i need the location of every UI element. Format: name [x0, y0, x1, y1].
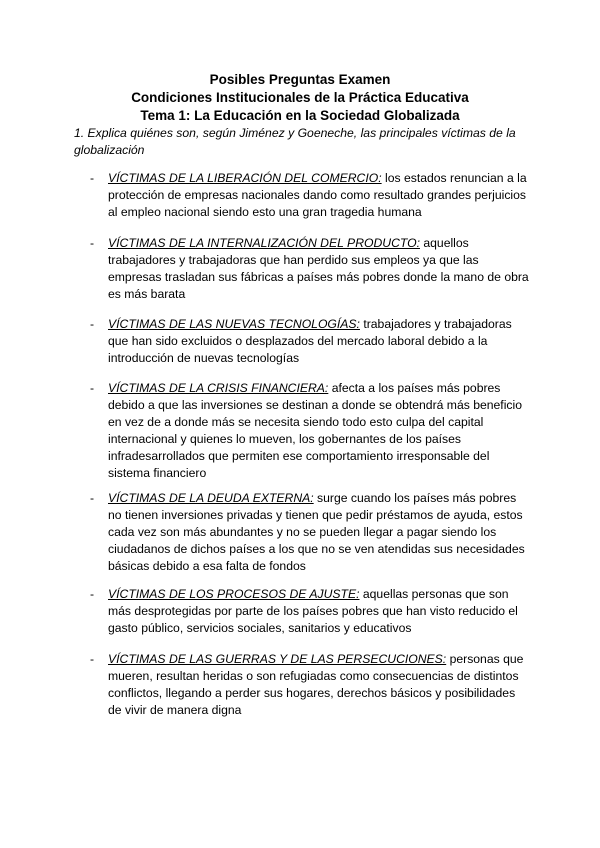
- list-item: [92, 170, 532, 221]
- item-body: trabajadores y trabajadoras que han sido excluidos o desplazados del mercado laboral debido a la introducción de nuevas tecnologías: [108, 317, 512, 365]
- item-body: surge cuando los países más pobres no tienen inversiones privadas y tienen que pedir préstamos de ayuda, estos cada vez son más abundantes y no se pueden llegar a pagar siendo los ciudadanos de dichos países a los que no se ven atendidas sus necesidades básicas debido a esa falta de fondos: [108, 491, 525, 573]
- bullet-dash: -: [90, 491, 95, 505]
- question-text: 1. Explica quiénes son, según Jiménez y Goeneche, las principales víctimas de la globalización: [74, 126, 516, 157]
- item-heading: VÍCTIMAS DE LOS PROCESOS DE AJUSTE:: [108, 587, 360, 601]
- item-heading: VÍCTIMAS DE LA DEUDA EXTERNA:: [108, 491, 314, 505]
- list-item-text: [108, 651, 532, 719]
- item-body: personas que mueren, resultan heridas o son refugiadas como consecuencias de distintos conflictos, llegando a perder sus hogares, derechos básicos y posibilidades de vivir de manera digna: [108, 652, 524, 717]
- item-heading: VÍCTIMAS DE LA CRISIS FINANCIERA:: [108, 381, 329, 395]
- item-body: los estados renuncian a la protección de empresas nacionales dando como resultado grandes perjuicios al empleo nacional siendo esto una gran tragedia humana: [108, 171, 527, 219]
- list-item: [92, 235, 532, 303]
- item-heading: VÍCTIMAS DE LAS NUEVAS TECNOLOGÍAS:: [108, 317, 360, 331]
- bullet-dash: -: [90, 317, 95, 331]
- title-block: [0, 71, 600, 125]
- item-body: aquellos trabajadores y trabajadoras que han perdido sus empleos ya que las empresas trasladan sus fábricas a países más pobres donde la mano de obra es más barata: [108, 236, 529, 301]
- list-item-text: [108, 380, 532, 482]
- list-item-text: [108, 170, 532, 221]
- item-heading: VÍCTIMAS DE LA INTERNALIZACIÓN DEL PRODUCTO:: [108, 236, 420, 250]
- bullet-dash: -: [90, 587, 95, 601]
- list-item: [92, 380, 532, 482]
- bullet-dash: -: [90, 652, 95, 666]
- list-item: [92, 586, 532, 637]
- item-heading: VÍCTIMAS DE LAS GUERRAS Y DE LAS PERSECUCIONES:: [108, 652, 447, 666]
- topic-title: Tema 1: La Educación en la Sociedad Globalizada: [140, 108, 460, 123]
- list-item: [92, 316, 532, 367]
- list-item: [92, 651, 532, 719]
- subject-title: Condiciones Institucionales de la Práctica Educativa: [131, 90, 469, 105]
- list-item-text: [108, 490, 532, 575]
- document-title: Posibles Preguntas Examen: [209, 72, 391, 87]
- item-heading: VÍCTIMAS DE LA LIBERACIÓN DEL COMERCIO:: [108, 171, 382, 185]
- bullet-dash: -: [90, 236, 95, 250]
- bullet-dash: -: [90, 381, 95, 395]
- list-item-text: [108, 316, 532, 367]
- list-item-text: [108, 235, 532, 303]
- bullet-dash: -: [90, 171, 95, 185]
- item-body: aquellas personas que son más desprotegidas por parte de los países pobres que han visto reducido el gasto público, servicios sociales, sanitarios y educativos: [108, 587, 518, 635]
- list-item: [92, 490, 532, 575]
- item-body: afecta a los países más pobres debido a que las inversiones se destinan a donde se obtendrá más beneficio en vez de a donde más se necesita siendo todo esto culpa del capital internacional y quienes lo mueven, los gobernantes de los países infradesarrollados que permiten ese comportamiento irresponsable del sistema financiero: [108, 381, 522, 480]
- list-item-text: [108, 586, 532, 637]
